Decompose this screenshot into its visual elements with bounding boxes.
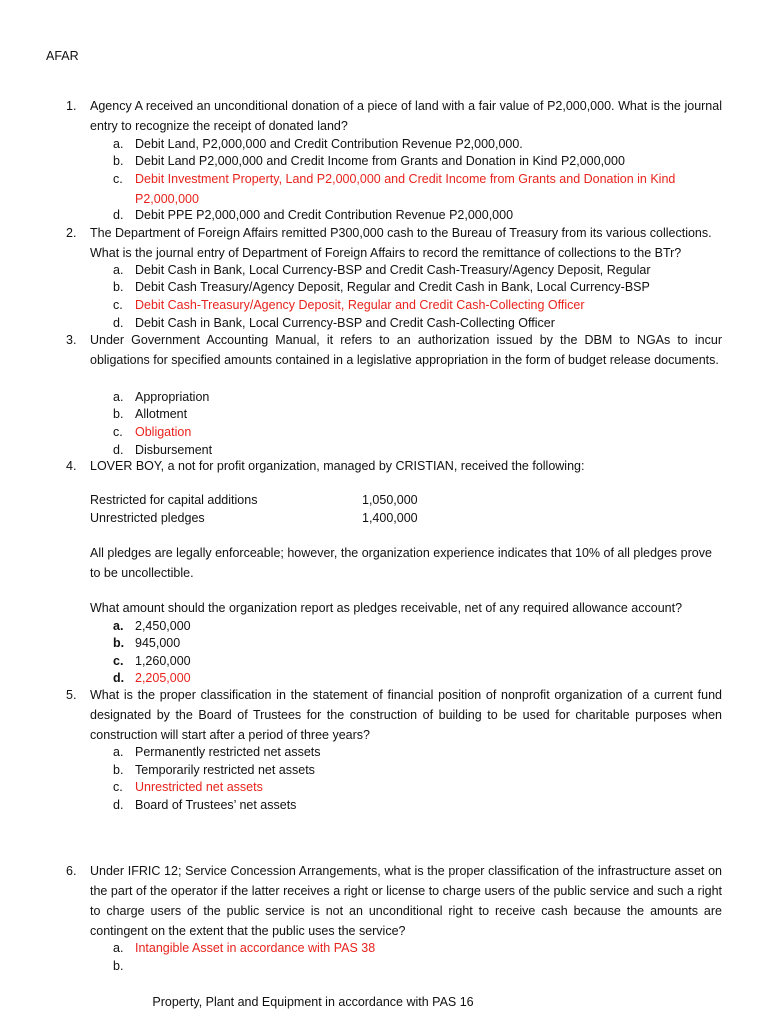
pledge-table-value: 1,400,000	[362, 511, 418, 525]
option-letter: a.	[113, 941, 124, 955]
question-text: LOVER BOY, a not for profit organization, managed by CRISTIAN, received the following:	[90, 459, 585, 473]
option-text: Unrestricted net assets	[135, 780, 263, 794]
option-text: Appropriation	[135, 390, 210, 404]
option-text: Obligation	[135, 425, 192, 439]
question-3	[66, 330, 722, 370]
option-text: Debit Cash Treasury/Agency Deposit, Regular and Credit Cash in Bank, Local Currency-BSP	[135, 280, 650, 294]
q5-option-a	[113, 743, 725, 761]
option-text: 945,000	[135, 636, 181, 650]
q1-option-d	[113, 206, 725, 224]
option-text: Permanently restricted net assets	[135, 745, 321, 759]
option-letter: d.	[113, 671, 125, 685]
option-text: 2,450,000	[135, 619, 191, 633]
option-letter: d.	[113, 798, 124, 812]
option-letter: b.	[113, 154, 124, 168]
q5-option-c-answer	[113, 778, 725, 796]
q2-option-c-answer	[113, 296, 725, 314]
option-letter: b.	[113, 280, 124, 294]
q4-option-a	[113, 617, 725, 635]
question-number: 5.	[66, 688, 77, 702]
option-text: Allotment	[135, 407, 188, 421]
question-4-prompt: What amount should the organization report as pledges receivable, net of any required allowance account?	[90, 601, 683, 615]
question-6	[66, 861, 722, 941]
q1-option-b	[113, 152, 725, 170]
question-4-paragraph: All pledges are legally enforceable; however, the organization experience indicates that 10% of all pledges prove to be uncollectible.	[90, 546, 712, 580]
option-letter: c.	[113, 425, 123, 439]
option-text: Debit PPE P2,000,000 and Credit Contribution Revenue P2,000,000	[135, 208, 514, 222]
q6-option-a-answer	[113, 939, 725, 957]
option-text: Debit Cash in Bank, Local Currency-BSP and Credit Cash-Collecting Officer	[135, 316, 555, 330]
question-text: Agency A received an unconditional donation of a piece of land with a fair value of P2,000,000. What is the journal entry to recognize the receipt of donated land?	[90, 99, 722, 133]
option-letter: b.	[113, 959, 124, 973]
pledge-table-label: Unrestricted pledges	[90, 511, 205, 525]
option-letter: a.	[113, 745, 124, 759]
doc-header: AFAR	[46, 49, 79, 63]
question-1	[66, 96, 722, 136]
q5-option-b	[113, 761, 725, 779]
option-letter: c.	[113, 172, 123, 186]
option-text: Board of Trustees’ net assets	[135, 798, 297, 812]
question-2	[66, 223, 722, 263]
q3-option-c-answer	[113, 423, 725, 441]
q2-option-b	[113, 278, 725, 296]
option-text: Disbursement	[135, 443, 213, 457]
q1-option-c-answer	[113, 169, 725, 209]
option-letter: c.	[113, 780, 123, 794]
option-letter: a.	[113, 137, 124, 151]
question-number: 2.	[66, 226, 77, 240]
option-text: Debit Land, P2,000,000 and Credit Contribution Revenue P2,000,000.	[135, 137, 523, 151]
option-letter: a.	[113, 390, 124, 404]
option-letter: b.	[113, 407, 124, 421]
question-number: 6.	[66, 864, 77, 878]
option-text: Property, Plant and Equipment in accordance with PAS 16	[148, 995, 474, 1009]
option-text: Debit Cash in Bank, Local Currency-BSP and Credit Cash-Treasury/Agency Deposit, Regular	[135, 263, 651, 277]
option-text: Temporarily restricted net assets	[135, 763, 315, 777]
question-text: Under Government Accounting Manual, it refers to an authorization issued by the DBM to NGAs to incur obligations for specified amounts contained in a legislative appropriation in the form of budget release documents.	[90, 333, 722, 367]
q1-option-a	[113, 135, 725, 153]
question-number: 3.	[66, 333, 77, 347]
question-text: The Department of Foreign Affairs remitted P300,000 cash to the Bureau of Treasury from its various collections. What is the journal entry of Department of Foreign Affairs to record the remittance of collections to the BTr?	[90, 226, 712, 260]
option-letter: c.	[113, 298, 123, 312]
option-text: Debit Land P2,000,000 and Credit Income from Grants and Donation in Kind P2,000,000	[135, 154, 625, 168]
q4-option-b	[113, 634, 725, 652]
option-letter: a.	[113, 263, 124, 277]
question-number: 1.	[66, 99, 77, 113]
option-letter: c.	[113, 654, 124, 668]
pledge-table-value: 1,050,000	[362, 493, 418, 507]
question-4	[66, 456, 722, 476]
option-letter: a.	[113, 619, 124, 633]
q3-option-b	[113, 405, 725, 423]
option-text: Debit Investment Property, Land P2,000,000 and Credit Income from Grants and Donation in Kind P2,000,000	[135, 172, 676, 206]
option-letter: b.	[113, 763, 124, 777]
q2-option-a	[113, 261, 725, 279]
question-5	[66, 685, 722, 745]
option-letter: d.	[113, 208, 124, 222]
q3-option-a	[113, 388, 725, 406]
option-text: 1,260,000	[135, 654, 191, 668]
option-letter: d.	[113, 316, 124, 330]
option-text: Intangible Asset in accordance with PAS 38	[135, 941, 376, 955]
question-text: What is the proper classification in the statement of financial position of nonprofit organization of a current fund designated by the Board of Trustees for the construction of building to be used for charitable purposes when construction will start after a period of three years?	[90, 688, 722, 742]
q4-option-c	[113, 652, 725, 670]
q6-option-b	[113, 957, 725, 1029]
question-text: Under IFRIC 12; Service Concession Arrangements, what is the proper classification of the infrastructure asset on the part of the operator if the latter receives a right or license to charge users of the public service and such a right to charge users of the public service is not an unconditional right to receive cash because the amounts are contingent on the extent that the public uses the service?	[90, 864, 722, 938]
q5-option-d	[113, 796, 725, 814]
pledge-table-label: Restricted for capital additions	[90, 493, 258, 507]
question-number: 4.	[66, 459, 77, 473]
option-letter: b.	[113, 636, 125, 650]
option-text: Debit Cash-Treasury/Agency Deposit, Regular and Credit Cash-Collecting Officer	[135, 298, 585, 312]
option-letter: d.	[113, 443, 124, 457]
option-text: 2,205,000	[135, 671, 191, 685]
